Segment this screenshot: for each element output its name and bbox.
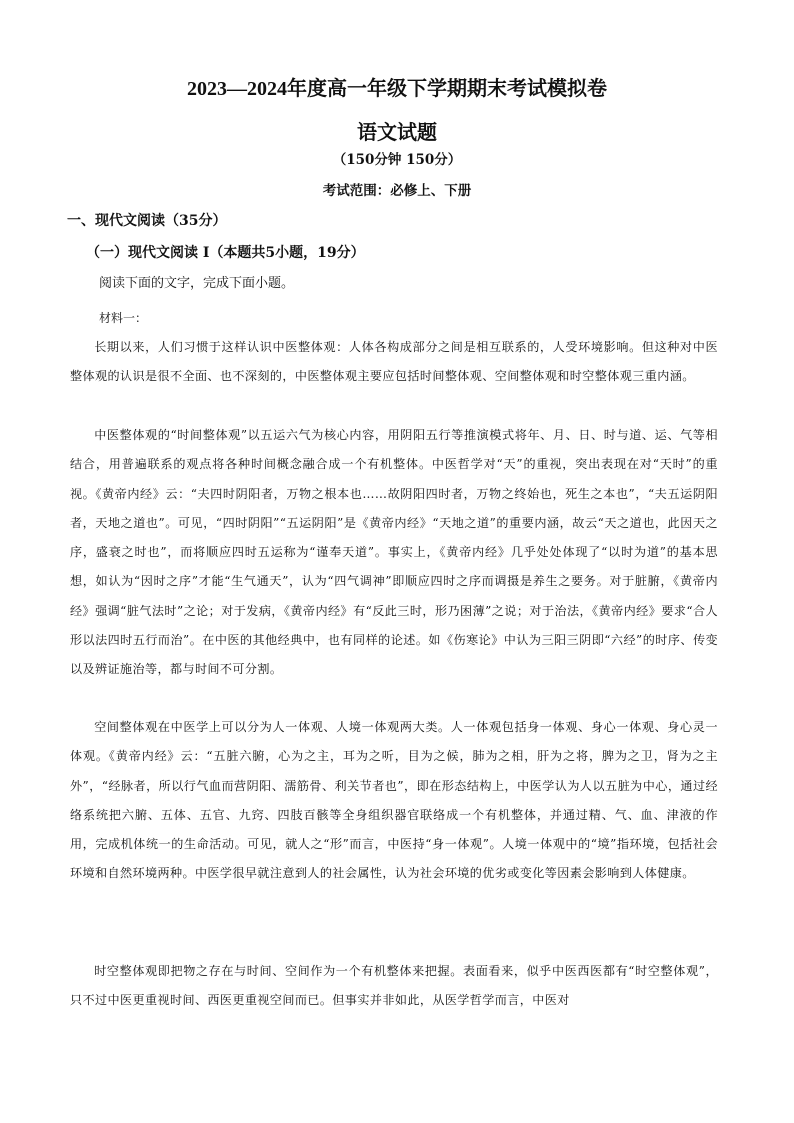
- exam-scope: 考试范围：必修上、下册: [322, 183, 472, 199]
- reading-instruction: 阅读下面的文字，完成下面小题。: [99, 276, 295, 291]
- exam-duration: （150分钟 150分）: [332, 152, 462, 168]
- section-heading: 一、现代文阅读（35分）: [67, 213, 227, 229]
- passage-paragraph-3: 空间整体观在中医学上可以分为人一体观、人境一体观两大类。人一体观包括身一体观、身心一体观、身心灵一体观。《黄帝内经》云：“五脏六腑，心为之主，耳为之听，目为之候，肺为之相，肝为之将，脾为之卫，肾为之主外”，“经脉者，所以行气血而营阴阳、濡筋骨、利关节者也”，即在形态结构上，中医学认为人以五脏为中心，通过经络系统把六腑、五体、五官、九窍、四肢百骸等全身组织器官联络成一个有机整体，并通过精、气、血、津液的作用，完成机体统一的生命活动。可见，就人之“形”而言，中医持“身一体观”。人境一体观中的“境”指环境，包括社会环境和自然环境两种。中医学很早就注意到人的社会属性，认为社会环境的优劣或变化等因素会影响到人体健康。: [70, 720, 718, 881]
- passage-paragraph-1: 长期以来，人们习惯于这样认识中医整体观：人体各构成部分之间是相互联系的，人受环境影响。但这种对中医整体观的认识是很不全面、也不深刻的，中医整体观主要应包括时间整体观、空间整体观和时空整体观三重内涵。: [70, 340, 718, 384]
- subsection-heading: （一）现代文阅读 I（本题共5小题，19分）: [86, 245, 365, 261]
- subject-title: 语文试题: [357, 122, 437, 144]
- passage-paragraph-2: 中医整体观的“时间整体观”以五运六气为核心内容，用阴阳五行等推演模式将年、月、日、时与道、运、气等相结合，用普遍联系的观点将各种时间概念融合成一个有机整体。中医哲学对“天”的重视，突出表现在对“天时”的重视。《黄帝内经》云：“夫四时阴阳者，万物之根本也……故阴阳四时者，万物之终始也，死生之本也”，“夫五运阴阳者，天地之道也”。可见，“四时阴阳”“五运阴阳”是《黄帝内经》“天地之道”的重要内涵，故云“天之道也，此因天之序，盛衰之时也”，而将顺应四时五运称为“谨奉天道”。事实上，《黄帝内经》几乎处处体现了“以时为道”的基本思想，如认为“因时之序”才能“生气通天”，认为“四气调神”即顺应四时之序而调摄是养生之要务。对于脏腑，《黄帝内经》强调“脏气法时”之论；对于发病，《黄帝内经》有“反此三时，形乃困薄”之说；对于治法，《黄帝内经》要求“合人形以法四时五行而治”。在中医的其他经典中，也有同样的论述。如《伤寒论》中认为三阳三阴即“六经”的时序、传变以及辨证施治等，都与时间不可分割。: [70, 428, 718, 677]
- material-label: 材料一：: [99, 311, 148, 325]
- exam-main-title: 2023—2024年度高一年级下学期期末考试模拟卷: [187, 78, 607, 100]
- passage-paragraph-4: 时空整体观即把物之存在与时间、空间作为一个有机整体来把握。表面看来，似乎中医西医都有“时空整体观”，只不过中医更重视时间、西医更重视空间而已。但事实并非如此，从医学哲学而言，中医对: [70, 964, 718, 1008]
